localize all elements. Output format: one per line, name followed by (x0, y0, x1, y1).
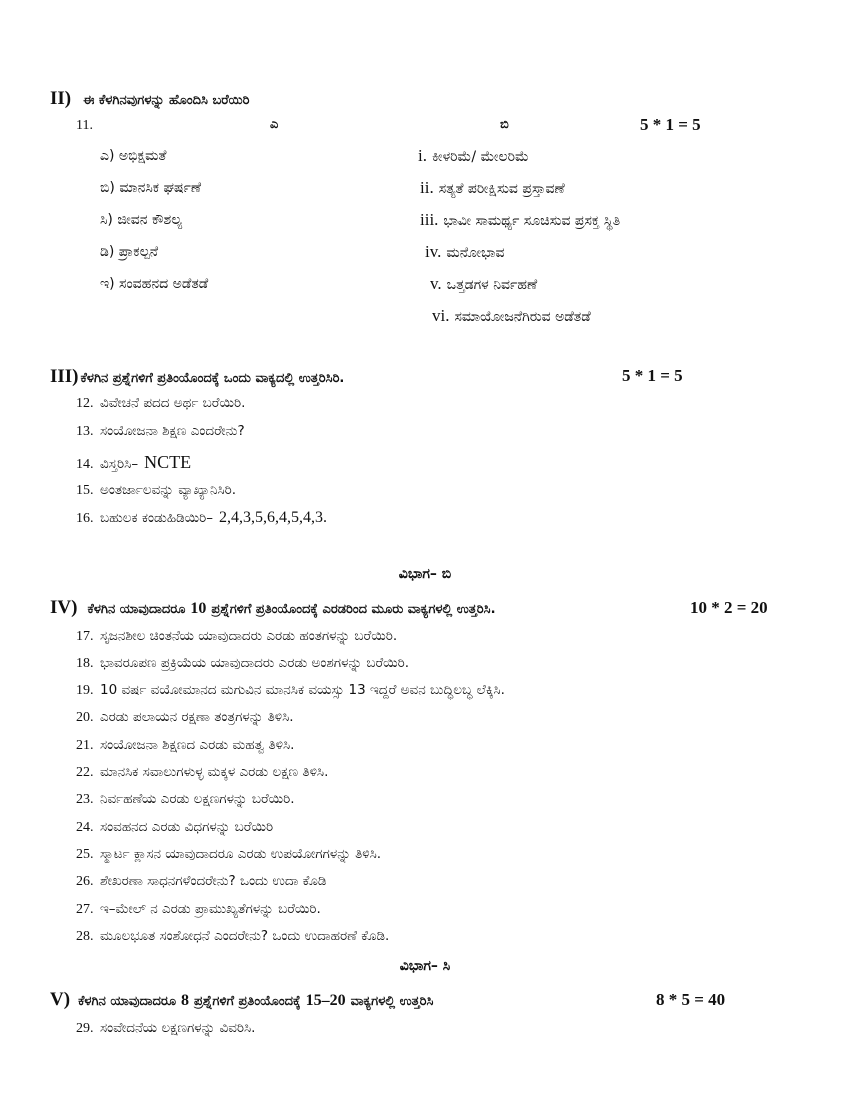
question-number: 11. (76, 118, 93, 133)
section-4-title-num: 10 (190, 600, 207, 617)
question-number: 22. (76, 765, 94, 780)
question-item (76, 928, 389, 945)
match-right-num: iii. (420, 210, 439, 229)
question-number: 23. (76, 792, 94, 807)
section-4-heading (50, 597, 496, 619)
question-text: 10 ವರ್ಷ ವಯೋಮಾನದ ಮಗುವಿನ ಮಾನಸಿಕ ವಯಸ್ಸು 13 ಇದ್ದರೆ ಅವನ ಬುದ್ಧಿಲಬ್ಧ ಲೆಕ್ಕಿಸಿ. (100, 682, 505, 698)
question-item (76, 482, 236, 499)
question-item (76, 737, 294, 754)
question-text: ಸಂಯೋಜನಾ ಶಿಕ್ಷಣದ ಎರಡು ಮಹತ್ವ ತಿಳಿಸಿ. (100, 737, 295, 753)
question-text: ಸಂವೇದನೆಯ ಲಕ್ಷಣಗಳನ್ನು ವಿವರಿಸಿ. (100, 1020, 256, 1036)
section-5-marks: 8 * 5 = 40 (656, 990, 726, 1009)
question-number: 25. (76, 847, 94, 862)
section-4-title-post: ಪ್ರಶ್ನೆಗಳಿಗೆ ಪ್ರತಿಂಯೊಂದಕ್ಕೆ ಎರಡರಿಂದ ಮೂರು ವಾಕ್ಯಗಳಲ್ಲಿ ಉತ್ತರಿಸಿ. (211, 602, 496, 617)
question-item (76, 682, 505, 699)
question-item (76, 901, 321, 918)
match-left-item: ಸಿ) ಜೀವನ ಕೌಶಲ್ಯ (100, 212, 183, 228)
section-2-title: ಈ ಕೆಳಗಿನವುಗಳನ್ನು ಹೊಂದಿಸಿ ಬರೆಯಿರಿ (83, 93, 250, 108)
question-number: 29. (76, 1021, 94, 1036)
match-right-text: ಸತ್ಯತೆ ಪರೀಕ್ಷಿಸುವ ಪ್ರಸ್ತಾವಣೆ (438, 181, 565, 197)
match-left-item: ಎ) ಅಭಿಕ್ಷಮತೆ (100, 148, 167, 164)
section-5-title-range: 15–20 (305, 992, 346, 1009)
match-right-item (425, 242, 505, 262)
section-2-heading (50, 88, 249, 110)
question-latin-text: NCTE (144, 452, 192, 472)
question-number: 26. (76, 874, 94, 889)
match-right-num: v. (430, 274, 442, 293)
part-c-title: ವಿಭಾಗ– ಸಿ (399, 958, 451, 974)
question-text: ಮೂಲಭೂತ ಸಂಶೋಧನೆ ಎಂದರೇನು? ಒಂದು ಉದಾಹರಣೆ ಕೊಡಿ. (100, 928, 390, 944)
match-right-text: ಸಮಾಯೋಜನೆಗಿರುವ ಅಡೆತಡೆ (454, 309, 591, 325)
question-item (76, 509, 327, 527)
match-right-item (418, 146, 529, 166)
part-b-title: ವಿಭಾಗ– ಬಿ (398, 566, 452, 582)
section-2-roman: II) (50, 88, 72, 109)
match-right-item (430, 274, 537, 294)
section-3-heading (50, 366, 344, 388)
column-a-label: ಎ (270, 117, 279, 132)
question-number: 17. (76, 629, 94, 644)
match-right-item (420, 210, 620, 230)
question-text: ವಿಸ್ತರಿಸಿ– (100, 456, 139, 472)
section-3-title: ಕೆಳಗಿನ ಪ್ರಶ್ನೆಗಳಿಗೆ ಪ್ರತಿಂಯೊಂದಕ್ಕೆ ಒಂದು ವಾಕ್ಯದಲ್ಲಿ ಉತ್ತರಿಸಿರಿ. (80, 371, 345, 386)
question-text: ಎರಡು ಪಲಾಯನ ರಕ್ಷಣಾ ತಂತ್ರಗಳನ್ನು ತಿಳಿಸಿ. (100, 709, 294, 725)
section-5-title-post: ವಾಕ್ಯಗಳಲ್ಲಿ ಉತ್ತರಿಸಿ (350, 994, 434, 1009)
question-number: 19. (76, 683, 94, 698)
question-number: 13. (76, 424, 94, 439)
section-4-title-pre: ಕೆಳಗಿನ ಯಾವುದಾದರೂ (87, 602, 186, 617)
question-item (76, 819, 273, 836)
question-text: ವಿವೇಚನೆ ಪದದ ಅರ್ಥ ಬರೆಯಿರಿ. (100, 395, 246, 411)
question-number: 15. (76, 483, 94, 498)
question-number: 24. (76, 820, 94, 835)
question-text: ಸಂಯೋಜನಾ ಶಿಕ್ಷಣ ಎಂದರೇನು? (100, 423, 245, 439)
match-right-num: i. (418, 146, 427, 165)
question-item (76, 846, 381, 863)
section-5-heading (50, 989, 433, 1011)
question-number: 12. (76, 396, 94, 411)
question-number: 16. (76, 511, 94, 526)
question-number: 18. (76, 656, 94, 671)
section-5-title-num: 8 (181, 992, 190, 1009)
question-text: ಶೇಖರಣಾ ಸಾಧನಗಳೆಂದರೇನು? ಒಂದು ಉದಾ ಕೊಡಿ (100, 873, 327, 889)
section-4-marks: 10 * 2 = 20 (690, 598, 768, 617)
question-text: ಅಂತರ್ಜಾಲವನ್ನು ವ್ಯಾಖ್ಯಾನಿಸಿರಿ. (100, 482, 237, 498)
match-left-item: ಇ) ಸಂವಹನದ ಅಡೆತಡೆ (100, 276, 209, 292)
section-2-marks: 5 * 1 = 5 (640, 115, 701, 134)
match-right-num: ii. (420, 178, 434, 197)
match-right-num: vi. (432, 306, 450, 325)
question-text: ಬಹುಲಕ ಕಂಡುಹಿಡಿಯಿರಿ– (100, 510, 214, 526)
question-number: 20. (76, 710, 94, 725)
section-4-roman: IV) (50, 597, 78, 618)
match-right-text: ಒತ್ತಡಗಳ ನಿರ್ವಹಣೆ (446, 277, 538, 293)
match-right-item (420, 178, 565, 198)
section-3-roman: III) (50, 366, 79, 387)
section-3-marks: 5 * 1 = 5 (622, 366, 683, 385)
question-text: ಸಂವಹನದ ಎರಡು ವಿಧಗಳನ್ನು ಬರೆಯಿರಿ (100, 819, 274, 835)
match-left-item: ಬಿ) ಮಾನಸಿಕ ಘರ್ಷಣೆ (100, 180, 202, 196)
question-item (76, 452, 191, 473)
question-item (76, 791, 295, 808)
question-text: ಸೃಜನಶೀಲ ಚಿಂತನೆಯ ಯಾವುದಾದರು ಎರಡು ಹಂತಗಳನ್ನು ಬರೆಯಿರಿ. (100, 628, 398, 644)
section-5-roman: V) (50, 989, 71, 1010)
question-text: ಇ–ಮೇಲ್ ನ ಎರಡು ಪ್ರಾಮುಖ್ಯತೆಗಳನ್ನು ಬರೆಯಿರಿ. (100, 901, 321, 917)
question-item (76, 628, 397, 645)
column-b-label: ಬಿ (500, 117, 509, 132)
question-item (76, 764, 328, 781)
question-number: 14. (76, 457, 94, 472)
question-item (76, 873, 326, 890)
question-text: ಸ್ಮಾರ್ಟ ಕ್ಲಾಸನ ಯಾವುದಾದರೂ ಎರಡು ಉಪಯೋಗಗಳನ್ನು ತಿಳಿಸಿ. (100, 846, 382, 862)
question-number: 28. (76, 929, 94, 944)
section-5-title-mid: ಪ್ರಶ್ನೆಗಳಿಗೆ ಪ್ರತಿಂಯೊಂದಕ್ಕೆ (194, 994, 301, 1009)
question-number: 27. (76, 902, 94, 917)
match-right-text: ಕೀಳರಿಮೆ/ ಮೇಲರಿಮೆ (431, 149, 529, 165)
question-item (76, 1020, 255, 1037)
question-latin-text: 2,4,3,5,6,4,5,4,3. (219, 509, 328, 526)
question-text: ನಿರ್ವಹಣೆಯ ಎರಡು ಲಕ್ಷಣಗಳನ್ನು ಬರೆಯಿರಿ. (100, 791, 295, 807)
question-item (76, 395, 245, 412)
match-right-text: ಮನೋಭಾವ (446, 245, 505, 261)
question-text: ಭಾವರೂಪಣ ಪ್ರಕ್ರಿಯೆಯ ಯಾವುದಾದರು ಎರಡು ಅಂಶಗಳನ್ನು ಬರೆಯಿರಿ. (100, 655, 410, 671)
question-text: ಮಾನಸಿಕ ಸವಾಲುಗಳುಳ್ಳ ಮಕ್ಕಳ ಎರಡು ಲಕ್ಷಣ ತಿಳಿಸಿ. (100, 764, 329, 780)
match-right-text: ಭಾವೀ ಸಾಮರ್ಥ್ಯ ಸೂಚಿಸುವ ಪ್ರಸಕ್ತ ಸ್ಥಿತಿ (443, 213, 621, 229)
question-item (76, 423, 245, 440)
question-item (76, 655, 409, 672)
section-5-title-pre: ಕೆಳಗಿನ ಯಾವುದಾದರೂ (78, 994, 177, 1009)
match-right-num: iv. (425, 242, 442, 261)
question-number: 21. (76, 738, 94, 753)
match-left-item: ಡಿ) ಪ್ರಾಕಲ್ಪನೆ (100, 244, 159, 260)
match-right-item (432, 306, 591, 326)
question-item (76, 709, 294, 726)
